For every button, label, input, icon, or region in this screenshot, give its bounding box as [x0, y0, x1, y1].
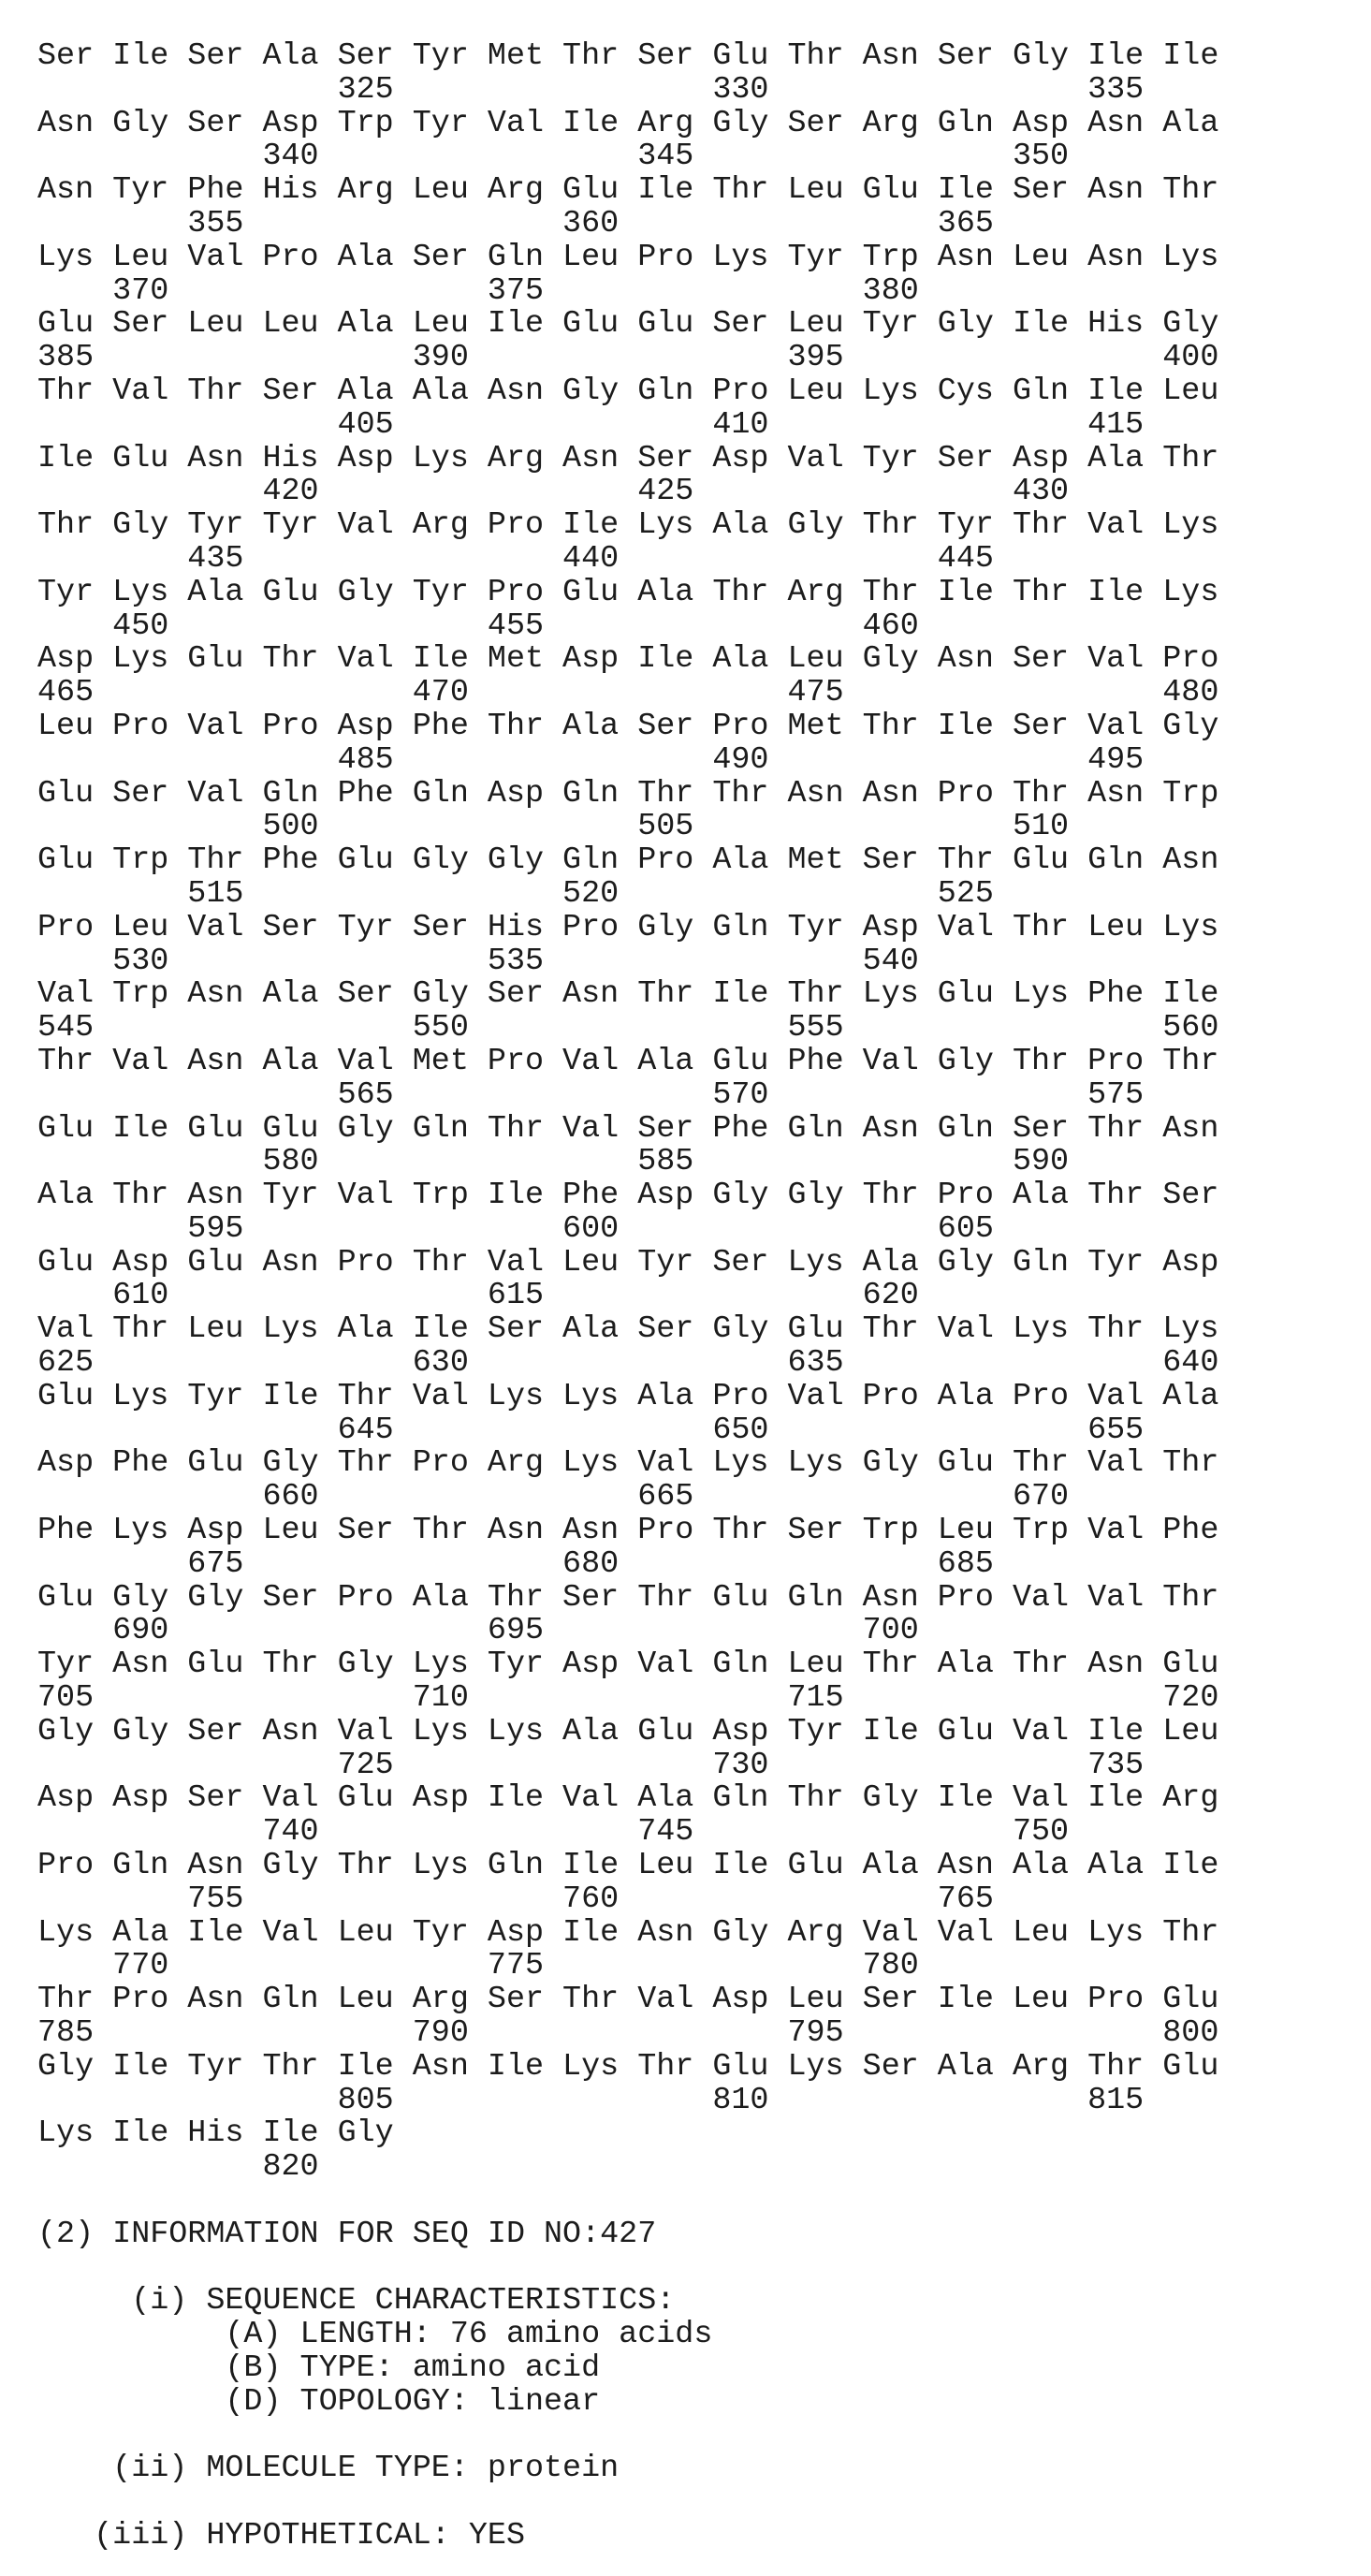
residue-line: Asn Tyr Phe His Arg Leu Arg Glu Ile Thr Leu Glu Ile Ser Asn Thr	[37, 172, 1219, 209]
info-subitem-line: (A) LENGTH: 76 amino acids	[37, 2317, 713, 2353]
blank-line	[37, 2486, 1352, 2520]
residue-line: Ile Glu Asn His Asp Lys Arg Asn Ser Asp Val Tyr Ser Asp Ala Thr	[37, 440, 1219, 476]
position-number-line: 820	[37, 2149, 319, 2186]
sequence-row	[37, 440, 1352, 510]
position-number-line: 530 535 540	[37, 943, 919, 979]
sequence-row	[37, 1850, 1352, 1917]
position-number-line: 660 665 670	[37, 1479, 1070, 1515]
sequence-row	[37, 1515, 1352, 1582]
residue-line: Thr Gly Tyr Tyr Val Arg Pro Ile Lys Ala Gly Thr Tyr Thr Val Lys	[37, 507, 1219, 544]
residue-line: Thr Val Thr Ser Ala Ala Asn Gly Gln Pro Leu Lys Cys Gln Ile Leu	[37, 373, 1219, 409]
blank-line	[37, 2185, 1352, 2218]
residue-line: Glu Trp Thr Phe Glu Gly Gly Gln Pro Ala Met Ser Thr Glu Gln Asn	[37, 842, 1219, 879]
position-number-line: 515 520 525	[37, 875, 994, 912]
residue-line: Glu Gly Gly Ser Pro Ala Thr Ser Thr Glu Gln Asn Pro Val Val Thr	[37, 1579, 1219, 1616]
sequence-row	[37, 574, 1352, 644]
residue-line: Lys Ala Ile Val Leu Tyr Asp Ile Asn Gly Arg Val Val Leu Lys Thr	[37, 1914, 1219, 1951]
seq-id-info-block	[37, 2185, 1352, 2554]
position-number-line: 645 650 655	[37, 1412, 1145, 1448]
residue-line: Asp Asp Ser Val Glu Asp Ile Val Ala Gln Thr Gly Ile Val Ile Arg	[37, 1780, 1219, 1817]
info-subitem-line: (B) TYPE: amino acid	[37, 2349, 601, 2386]
position-number-line: 545 550 555 560	[37, 1010, 1219, 1046]
sequence-row	[37, 710, 1352, 778]
sequence-row	[37, 1579, 1352, 1649]
sequence-row	[37, 978, 1352, 1046]
sequence-row	[37, 1648, 1352, 1716]
position-number-line: 325 330 335	[37, 71, 1145, 108]
residue-line: Asp Lys Glu Thr Val Ile Met Asp Ile Ala Leu Gly Asn Ser Val Pro	[37, 641, 1219, 678]
position-number-line: 610 615 620	[37, 1278, 919, 1314]
residue-line: Tyr Lys Ala Glu Gly Tyr Pro Glu Ala Thr Arg Thr Ile Thr Ile Lys	[37, 574, 1219, 610]
position-number-line: 675 680 685	[37, 1545, 994, 1582]
sequence-row	[37, 1447, 1352, 1515]
sequence-row	[37, 1110, 1352, 1180]
position-number-line: 580 585 590	[37, 1144, 1070, 1180]
sequence-row	[37, 643, 1352, 710]
sequence-row	[37, 308, 1352, 375]
residue-line: Glu Asp Glu Asn Pro Thr Val Leu Tyr Ser Lys Ala Gly Gln Tyr Asp	[37, 1244, 1219, 1281]
sequence-row	[37, 1043, 1352, 1113]
residue-line: Phe Lys Asp Leu Ser Thr Asn Asn Pro Thr Ser Trp Leu Trp Val Phe	[37, 1513, 1219, 1549]
residue-line: Thr Pro Asn Gln Leu Arg Ser Thr Val Asp Leu Ser Ile Leu Pro Glu	[37, 1982, 1219, 2018]
seq-id-info-heading: (2) INFORMATION FOR SEQ ID NO:427	[37, 2216, 657, 2252]
residue-line: Glu Ser Val Gln Phe Gln Asp Gln Thr Thr Asn Asn Pro Thr Asn Trp	[37, 775, 1219, 812]
sequence-row	[37, 40, 1352, 108]
sequence-row	[37, 1983, 1352, 2051]
position-number-line: 340 345 350	[37, 139, 1070, 175]
residue-line: Tyr Asn Glu Thr Gly Lys Tyr Asp Val Gln Leu Thr Ala Thr Asn Glu	[37, 1647, 1219, 1683]
position-number-line: 785 790 795 800	[37, 2015, 1219, 2052]
residue-line: Val Thr Leu Lys Ala Ile Ser Ala Ser Gly Glu Thr Val Lys Thr Lys	[37, 1311, 1219, 1348]
position-number-line: 755 760 765	[37, 1881, 994, 1917]
residue-line: Asn Gly Ser Asp Trp Tyr Val Ile Arg Gly Ser Arg Gln Asp Asn Ala	[37, 105, 1219, 141]
blank-line	[37, 2420, 1352, 2453]
position-number-line: 500 505 510	[37, 809, 1070, 845]
sequence-row	[37, 844, 1352, 912]
info-section-line: (i) SEQUENCE CHARACTERISTICS:	[37, 2283, 676, 2320]
residue-line: Ser Ile Ser Ala Ser Tyr Met Thr Ser Glu Thr Asn Ser Gly Ile Ile	[37, 38, 1219, 74]
sequence-row	[37, 1244, 1352, 1314]
residue-line: Pro Leu Val Ser Tyr Ser His Pro Gly Gln Tyr Asp Val Thr Leu Lys	[37, 909, 1219, 945]
sequence-row	[37, 105, 1352, 175]
position-number-line: 595 600 605	[37, 1210, 994, 1247]
position-number-line: 805 810 815	[37, 2082, 1145, 2118]
position-number-line: 485 490 495	[37, 741, 1145, 778]
position-number-line: 355 360 365	[37, 205, 994, 242]
sequence-row	[37, 1313, 1352, 1381]
position-number-line: 420 425 430	[37, 474, 1070, 510]
residue-line: Lys Ile His Ile Gly	[37, 2115, 394, 2152]
blank-line	[37, 2252, 1352, 2286]
sequence-row	[37, 174, 1352, 242]
residue-line: Ala Thr Asn Tyr Val Trp Ile Phe Asp Gly Gly Thr Pro Ala Thr Ser	[37, 1178, 1219, 1214]
residue-line: Glu Ile Glu Glu Gly Gln Thr Val Ser Phe Gln Asn Gln Ser Thr Asn	[37, 1110, 1219, 1147]
sequence-listing-block	[37, 40, 1352, 2185]
residue-line: Val Trp Asn Ala Ser Gly Ser Asn Thr Ile Thr Lys Glu Lys Phe Ile	[37, 976, 1219, 1013]
position-number-line: 370 375 380	[37, 272, 919, 309]
sequence-row	[37, 2117, 1352, 2185]
info-section-line: (ii) MOLECULE TYPE: protein	[37, 2451, 620, 2487]
sequence-row	[37, 1378, 1352, 1448]
position-number-line: 385 390 395 400	[37, 340, 1219, 376]
sequence-row	[37, 1782, 1352, 1850]
position-number-line: 405 410 415	[37, 406, 1145, 443]
residue-line: Leu Pro Val Pro Asp Phe Thr Ala Ser Pro Met Thr Ile Ser Val Gly	[37, 708, 1219, 744]
residue-line: Glu Ser Leu Leu Ala Leu Ile Glu Glu Ser Leu Tyr Gly Ile His Gly	[37, 306, 1219, 343]
position-number-line: 435 440 445	[37, 540, 994, 577]
sequence-row	[37, 1713, 1352, 1783]
position-number-line: 770 775 780	[37, 1948, 919, 1984]
position-number-line: 705 710 715 720	[37, 1680, 1219, 1717]
sequence-row	[37, 239, 1352, 309]
residue-line: Asp Phe Glu Gly Thr Pro Arg Lys Val Lys Lys Gly Glu Thr Val Thr	[37, 1445, 1219, 1482]
sequence-row	[37, 1179, 1352, 1247]
position-number-line: 625 630 635 640	[37, 1345, 1219, 1382]
sequence-row	[37, 375, 1352, 443]
position-number-line: 565 570 575	[37, 1076, 1145, 1113]
residue-line: Pro Gln Asn Gly Thr Lys Gln Ile Leu Ile Glu Ala Asn Ala Ala Ile	[37, 1848, 1219, 1884]
sequence-row	[37, 909, 1352, 979]
sequence-row	[37, 509, 1352, 577]
residue-line: Gly Ile Tyr Thr Ile Asn Ile Lys Thr Glu Lys Ser Ala Arg Thr Glu	[37, 2048, 1219, 2085]
position-number-line: 740 745 750	[37, 1814, 1070, 1851]
sequence-row	[37, 2048, 1352, 2118]
position-number-line: 465 470 475 480	[37, 675, 1219, 711]
position-number-line: 450 455 460	[37, 607, 919, 644]
info-subitem-line: (D) TOPOLOGY: linear	[37, 2383, 601, 2420]
sequence-row	[37, 1914, 1352, 1984]
residue-line: Glu Lys Tyr Ile Thr Val Lys Lys Ala Pro Val Pro Ala Pro Val Ala	[37, 1378, 1219, 1414]
residue-line: Gly Gly Ser Asn Val Lys Lys Ala Glu Asp Tyr Ile Glu Val Ile Leu	[37, 1713, 1219, 1749]
position-number-line: 690 695 700	[37, 1613, 919, 1649]
residue-line: Thr Val Asn Ala Val Met Pro Val Ala Glu Phe Val Gly Thr Pro Thr	[37, 1043, 1219, 1079]
position-number-line: 725 730 735	[37, 1747, 1145, 1783]
sequence-row	[37, 775, 1352, 845]
residue-line: Lys Leu Val Pro Ala Ser Gln Leu Pro Lys Tyr Trp Asn Leu Asn Lys	[37, 239, 1219, 275]
info-section-line: (iii) HYPOTHETICAL: YES	[37, 2517, 525, 2554]
